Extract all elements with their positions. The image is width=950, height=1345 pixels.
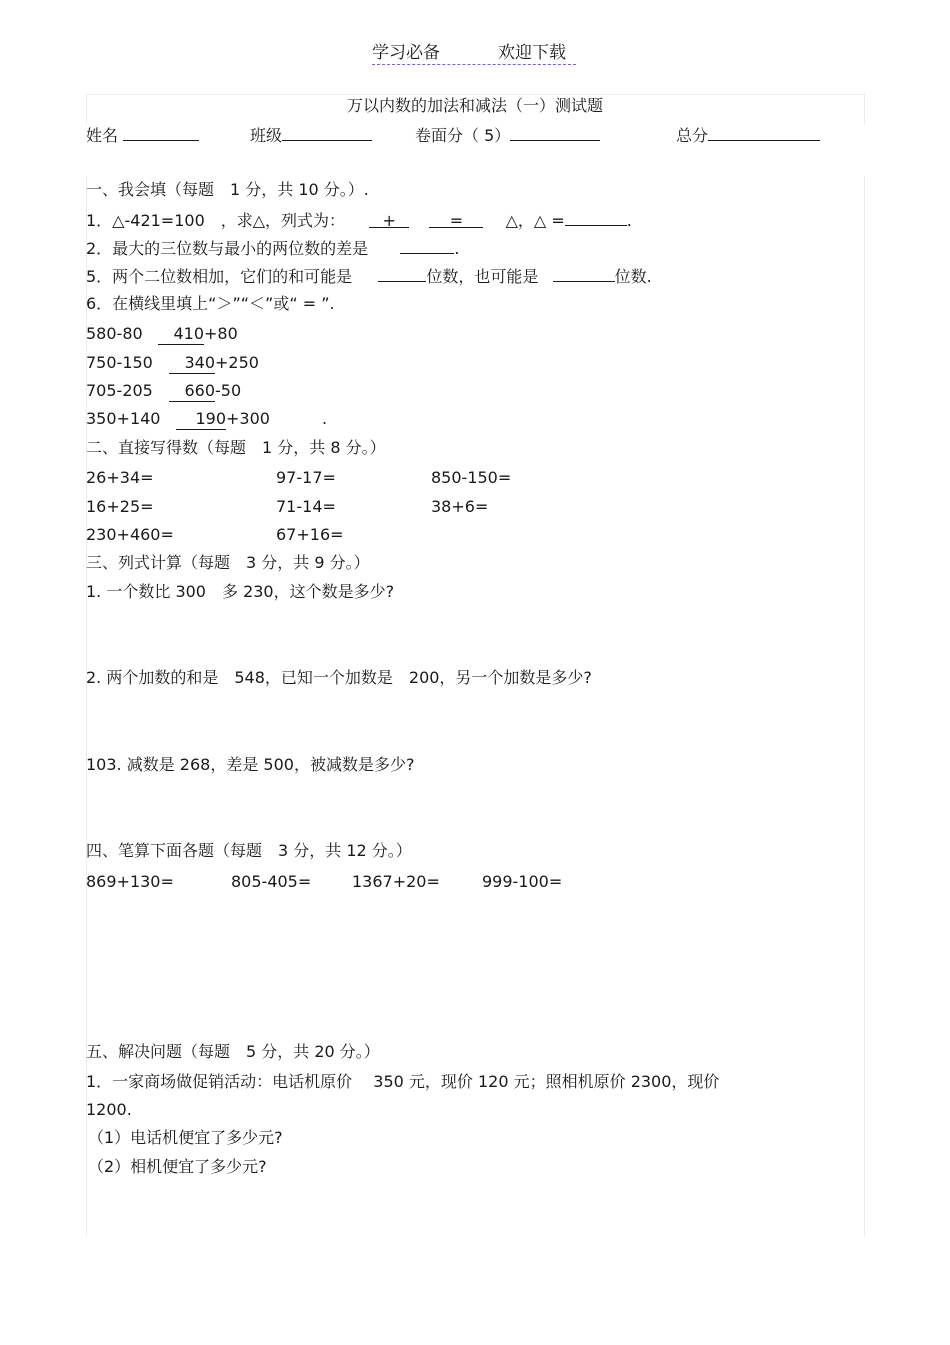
q1-blank-answer	[565, 209, 627, 226]
total-blank	[708, 124, 820, 141]
name-blank	[123, 124, 199, 141]
s1-question-6: 6．在横线里填上“＞”“＜”或“ = ”.	[86, 294, 335, 313]
s5-subquestion-1: （1）电话机便宜了多少元?	[88, 1128, 283, 1147]
compare-answer: 190	[176, 409, 226, 430]
s1-question-2: 2．最大的三位数与最小的两位数的差是 .	[86, 239, 460, 258]
oral-calc-item: 230+460=	[86, 525, 174, 544]
total-field: 总分	[676, 124, 820, 146]
s1-question-1: 1．△-421=100 ，求△，列式为： + = △，△ = .	[86, 211, 632, 230]
header-left-text: 学习必备	[372, 43, 440, 63]
section-3-heading: 三、列式计算（每题 3 分，共 9 分。）	[86, 553, 370, 572]
s5-question-1-cont: 1200.	[86, 1100, 132, 1119]
section-2-heading: 二、直接写得数（每题 1 分，共 8 分。）	[86, 438, 386, 457]
written-calc-item: 805-405=	[231, 872, 312, 891]
compare-row: 350+140 190+300 .	[86, 409, 328, 428]
frame-right-line	[864, 176, 865, 1236]
written-calc-item: 999-100=	[482, 872, 563, 891]
s5-question-1: 1．一家商场做促销活动：电话机原价 350 元，现价 120 元；照相机原价 2300，现价	[86, 1072, 720, 1091]
s3-question-2: 2. 两个加数的和是 548，已知一个加数是 200，另一个加数是多少?	[86, 668, 592, 687]
header-right-text: 欢迎下载	[498, 43, 566, 63]
section-4-heading: 四、笔算下面各题（每题 3 分，共 12 分。）	[86, 841, 412, 860]
compare-row: 580-80 410+80	[86, 324, 238, 343]
compare-answer: 340	[169, 353, 215, 374]
oral-calc-item: 97-17=	[276, 468, 336, 487]
s3-question-1: 1. 一个数比 300 多 230，这个数是多少?	[86, 582, 395, 601]
section-1-heading: 一、我会填（每题 1 分，共 10 分。）.	[86, 180, 369, 199]
oral-calc-item: 38+6=	[431, 497, 489, 516]
s5-subquestion-2: （2）相机便宜了多少元?	[88, 1157, 267, 1176]
frame-top-line	[86, 94, 864, 95]
oral-calc-item: 850-150=	[431, 468, 512, 487]
q1-blank-plus: +	[369, 211, 409, 228]
class-blank	[282, 124, 372, 141]
oral-calc-item: 16+25=	[86, 497, 154, 516]
q2-blank	[400, 237, 454, 254]
compare-answer: 410	[158, 324, 204, 345]
page-title: 万以内数的加法和减法（一）测试题	[346, 96, 603, 115]
oral-calc-item: 71-14=	[276, 497, 336, 516]
compare-row: 705-205 660-50	[86, 381, 242, 400]
q5-blank-2	[553, 265, 615, 282]
name-field: 姓名	[86, 124, 199, 146]
s3-question-3: 103. 减数是 268，差是 500，被减数是多少?	[86, 755, 415, 774]
q5-blank-1	[378, 265, 426, 282]
compare-row: 750-150 340+250	[86, 353, 259, 372]
s1-question-5: 5．两个二位数相加，它们的和可能是 位数，也可能是 位数.	[86, 267, 652, 286]
section-5-heading: 五、解决问题（每题 5 分，共 20 分。）	[86, 1042, 380, 1061]
oral-calc-item: 26+34=	[86, 468, 154, 487]
q1-blank-equals: =	[429, 211, 483, 228]
neatness-blank	[510, 124, 600, 141]
written-calc-item: 869+130=	[86, 872, 174, 891]
page-header	[372, 42, 566, 64]
class-field: 班级	[250, 124, 372, 146]
oral-calc-item: 67+16=	[276, 525, 344, 544]
compare-answer: 660	[169, 381, 215, 402]
written-calc-item: 1367+20=	[352, 872, 440, 891]
neatness-field: 卷面分（ 5）	[415, 124, 600, 146]
header-underline	[372, 64, 576, 65]
